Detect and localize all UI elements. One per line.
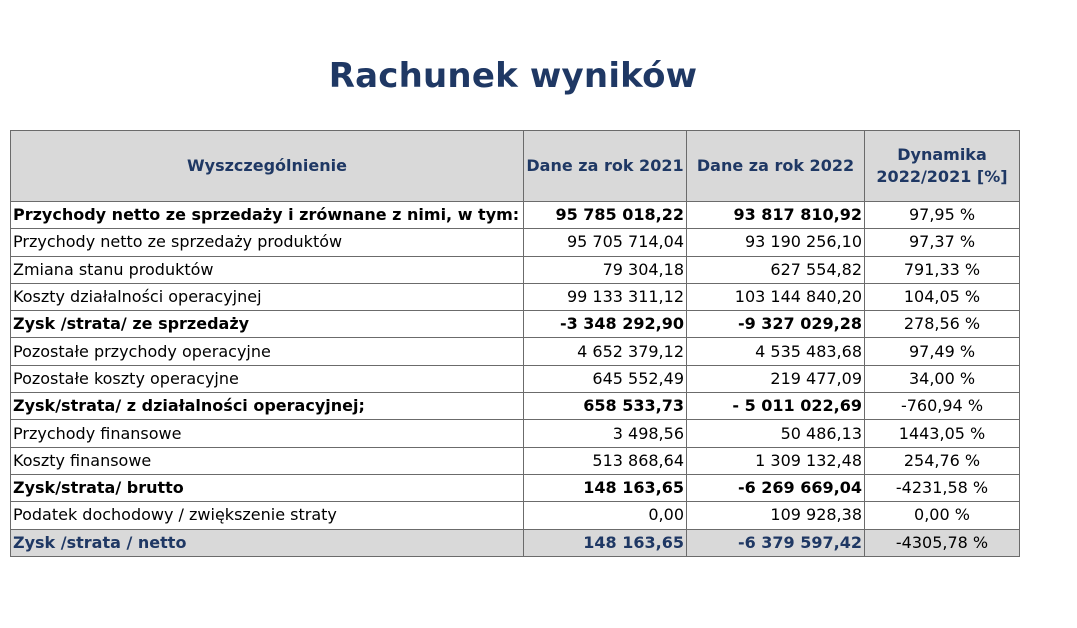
row-label: Przychody netto ze sprzedaży i zrównane z nimi, w tym: — [11, 202, 524, 229]
value-2021: 3 498,56 — [524, 420, 687, 447]
table-row — [11, 202, 1020, 229]
table-row — [11, 283, 1020, 310]
value-2022: 103 144 840,20 — [687, 283, 865, 310]
dynamics-value: 791,33 % — [865, 256, 1020, 283]
header-dynamics-line1: Dynamika — [897, 145, 987, 164]
value-2021: 95 705 714,04 — [524, 229, 687, 256]
row-label: Podatek dochodowy / zwiększenie straty — [11, 502, 524, 529]
table-row — [11, 529, 1020, 556]
dynamics-value: 97,95 % — [865, 202, 1020, 229]
value-2021: 148 163,65 — [524, 529, 687, 556]
table-row — [11, 229, 1020, 256]
value-2022: 50 486,13 — [687, 420, 865, 447]
value-2022: -6 379 597,42 — [687, 529, 865, 556]
dynamics-value: 1443,05 % — [865, 420, 1020, 447]
dynamics-value: 0,00 % — [865, 502, 1020, 529]
table-row — [11, 474, 1020, 501]
dynamics-value: 278,56 % — [865, 311, 1020, 338]
header-dynamics-line2: 2022/2021 [%] — [876, 167, 1008, 186]
value-2021: 95 785 018,22 — [524, 202, 687, 229]
value-2021: 645 552,49 — [524, 365, 687, 392]
dynamics-value: 97,49 % — [865, 338, 1020, 365]
dynamics-value: -760,94 % — [865, 393, 1020, 420]
row-label: Pozostałe przychody operacyjne — [11, 338, 524, 365]
table-row — [11, 502, 1020, 529]
value-2022: 4 535 483,68 — [687, 338, 865, 365]
row-label: Pozostałe koszty operacyjne — [11, 365, 524, 392]
value-2021: 99 133 311,12 — [524, 283, 687, 310]
value-2022: 219 477,09 — [687, 365, 865, 392]
value-2021: 4 652 379,12 — [524, 338, 687, 365]
table-row — [11, 365, 1020, 392]
table-row — [11, 447, 1020, 474]
value-2022: 109 928,38 — [687, 502, 865, 529]
table-row — [11, 256, 1020, 283]
dynamics-value: 254,76 % — [865, 447, 1020, 474]
dynamics-value: 104,05 % — [865, 283, 1020, 310]
dynamics-value: 97,37 % — [865, 229, 1020, 256]
row-label: Zmiana stanu produktów — [11, 256, 524, 283]
value-2021: 79 304,18 — [524, 256, 687, 283]
row-label: Koszty finansowe — [11, 447, 524, 474]
value-2021: -3 348 292,90 — [524, 311, 687, 338]
value-2022: - 5 011 022,69 — [687, 393, 865, 420]
value-2022: 627 554,82 — [687, 256, 865, 283]
value-2022: 1 309 132,48 — [687, 447, 865, 474]
dynamics-value: -4305,78 % — [865, 529, 1020, 556]
dynamics-value: 34,00 % — [865, 365, 1020, 392]
table-row — [11, 393, 1020, 420]
value-2021: 0,00 — [524, 502, 687, 529]
row-label: Przychody finansowe — [11, 420, 524, 447]
income-statement-table — [10, 130, 1020, 557]
row-label: Zysk /strata/ ze sprzedaży — [11, 311, 524, 338]
row-label: Zysk/strata/ brutto — [11, 474, 524, 501]
value-2021: 513 868,64 — [524, 447, 687, 474]
row-label: Zysk/strata/ z działalności operacyjnej; — [11, 393, 524, 420]
table-header-row — [11, 131, 1020, 202]
table-row — [11, 338, 1020, 365]
value-2021: 148 163,65 — [524, 474, 687, 501]
table-row — [11, 420, 1020, 447]
header-year-2022: Dane za rok 2022 — [687, 131, 865, 202]
value-2022: -9 327 029,28 — [687, 311, 865, 338]
page-title: Rachunek wyników — [328, 56, 698, 96]
row-label: Zysk /strata / netto — [11, 529, 524, 556]
value-2022: 93 190 256,10 — [687, 229, 865, 256]
row-label: Przychody netto ze sprzedaży produktów — [11, 229, 524, 256]
header-year-2021: Dane za rok 2021 — [524, 131, 687, 202]
row-label: Koszty działalności operacyjnej — [11, 283, 524, 310]
value-2021: 658 533,73 — [524, 393, 687, 420]
value-2022: -6 269 669,04 — [687, 474, 865, 501]
dynamics-value: -4231,58 % — [865, 474, 1020, 501]
header-item: Wyszczególnienie — [11, 131, 524, 202]
header-dynamics — [865, 131, 1020, 202]
table-row — [11, 311, 1020, 338]
value-2022: 93 817 810,92 — [687, 202, 865, 229]
